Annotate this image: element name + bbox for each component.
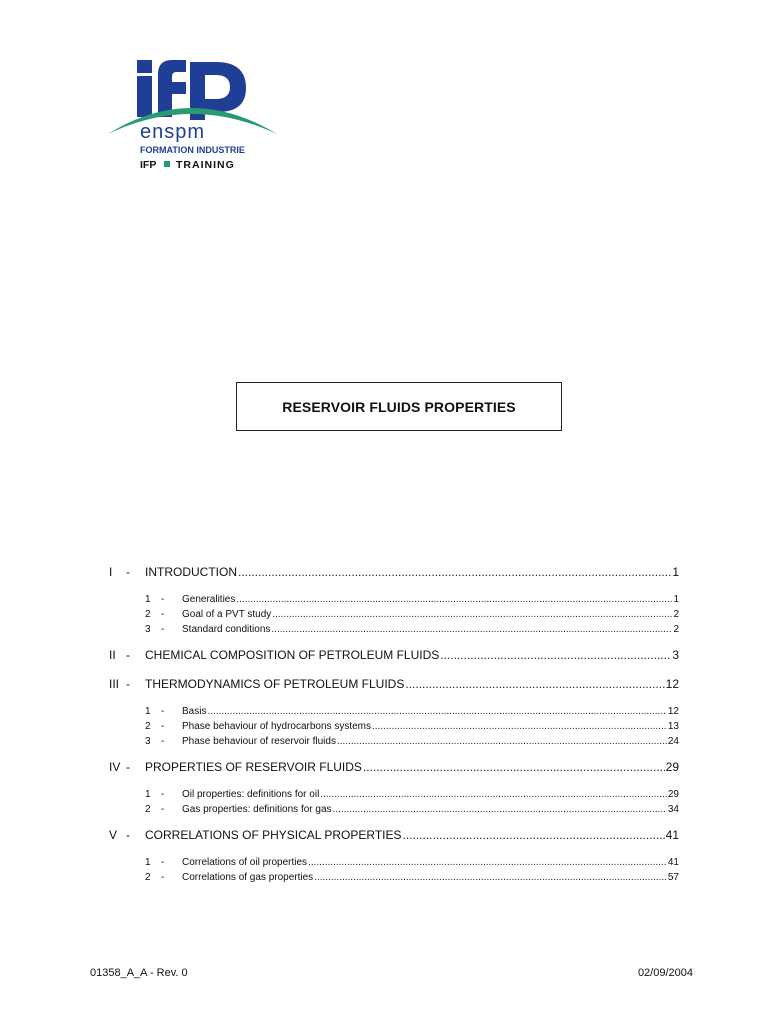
toc-section-title: PROPERTIES OF RESERVOIR FLUIDS: [145, 760, 362, 774]
toc-subsection-title: Correlations of gas properties: [182, 872, 314, 883]
toc-subsection-page: 2: [673, 624, 679, 635]
toc-section-row[interactable]: [109, 758, 679, 776]
toc-subsection-page: 41: [667, 857, 679, 868]
toc-subsection-page: 1: [673, 594, 679, 605]
toc-subsection-dash: -: [161, 624, 165, 635]
toc-subsection-number: 2: [145, 721, 151, 732]
toc-subsection-row[interactable]: [109, 870, 679, 885]
toc-leader-dots: [320, 787, 667, 802]
toc-leader-dots: [405, 675, 664, 693]
toc-section-number: III: [109, 677, 120, 691]
toc-subsection-number: 3: [145, 736, 151, 747]
toc-subsection-number: 1: [145, 857, 151, 868]
toc-subsection-row[interactable]: [109, 719, 679, 734]
toc-leader-dots: [314, 870, 667, 885]
toc-subsection-title: Correlations of oil properties: [182, 857, 308, 868]
ifp-enspm-logo: [106, 58, 281, 174]
toc-section-title: INTRODUCTION: [145, 565, 237, 579]
table-of-contents: [109, 563, 679, 894]
toc-subsection-page: 2: [673, 609, 679, 620]
toc-subsection-number: 1: [145, 789, 151, 800]
toc-subsection-dash: -: [161, 804, 165, 815]
toc-section-row[interactable]: [109, 675, 679, 693]
toc-subsection-row[interactable]: [109, 607, 679, 622]
toc-leader-dots: [337, 734, 667, 749]
page-footer: [90, 967, 693, 979]
toc-subsection-title: Basis: [182, 706, 207, 717]
toc-subsection-dash: -: [161, 706, 165, 717]
toc-section-title: CHEMICAL COMPOSITION OF PETROLEUM FLUIDS: [145, 648, 440, 662]
toc-subsection-page: 29: [667, 789, 679, 800]
toc-section-page: 29: [665, 760, 679, 774]
logo-formation-text: FORMATION INDUSTRIE: [140, 145, 245, 155]
toc-leader-dots: [333, 802, 667, 817]
toc-subsection-title: Standard conditions: [182, 624, 271, 635]
toc-subsection-row[interactable]: [109, 622, 679, 637]
logo-i-dot: [137, 60, 152, 73]
logo-enspm-text: enspm: [140, 121, 206, 143]
toc-section-number: IV: [109, 760, 121, 774]
toc-leader-dots: [403, 826, 665, 844]
toc-subsection-row[interactable]: [109, 734, 679, 749]
toc-leader-dots: [207, 704, 666, 719]
toc-leader-dots: [363, 758, 665, 776]
toc-subsection-title: Oil properties: definitions for oil: [182, 789, 320, 800]
logo-training-text: TRAINING: [176, 159, 235, 171]
toc-section-page: 3: [672, 648, 679, 662]
document-reference: 01358_A_A - Rev. 0: [90, 967, 188, 979]
toc-subsection-number: 2: [145, 609, 151, 620]
ifp-logo-graphic: [106, 58, 281, 174]
toc-subsection-dash: -: [161, 872, 165, 883]
toc-leader-dots: [271, 622, 672, 637]
toc-subsection-page: 34: [667, 804, 679, 815]
toc-subsection-dash: -: [161, 594, 165, 605]
toc-subsection-dash: -: [161, 609, 165, 620]
toc-subsection-dash: -: [161, 736, 165, 747]
toc-section-page: 12: [665, 677, 679, 691]
toc-subsection-dash: -: [161, 721, 165, 732]
toc-leader-dots: [308, 855, 667, 870]
toc-section-row[interactable]: [109, 563, 679, 581]
toc-section-title: THERMODYNAMICS OF PETROLEUM FLUIDS: [145, 677, 405, 691]
toc-section-page: 41: [665, 828, 679, 842]
toc-subsection-title: Gas properties: definitions for gas: [182, 804, 332, 815]
logo-ifp-text: IFP: [140, 159, 157, 171]
toc-section-number: V: [109, 828, 118, 842]
toc-section-dash: -: [126, 760, 130, 774]
document-title-box: [236, 382, 562, 431]
toc-section-number: II: [109, 648, 116, 662]
logo-i-stem: [137, 76, 152, 117]
toc-section-page: 1: [672, 565, 679, 579]
document-title: RESERVOIR FLUIDS PROPERTIES: [282, 398, 516, 415]
toc-subsection-dash: -: [161, 857, 165, 868]
toc-leader-dots: [236, 592, 672, 607]
toc-subsection-number: 1: [145, 706, 151, 717]
toc-subsection-dash: -: [161, 789, 165, 800]
toc-subsection-number: 2: [145, 872, 151, 883]
toc-section-dash: -: [126, 648, 130, 662]
toc-section-title: CORRELATIONS OF PHYSICAL PROPERTIES: [145, 828, 402, 842]
toc-subsection-page: 57: [667, 872, 679, 883]
toc-subsection-row[interactable]: [109, 802, 679, 817]
toc-subsection-row[interactable]: [109, 704, 679, 719]
toc-subsection-title: Goal of a PVT study: [182, 609, 272, 620]
toc-subsection-row[interactable]: [109, 855, 679, 870]
toc-section-dash: -: [126, 828, 130, 842]
toc-subsection-number: 2: [145, 804, 151, 815]
toc-section-dash: -: [126, 677, 130, 691]
toc-subsection-title: Generalities: [182, 594, 236, 605]
toc-subsection-page: 12: [667, 706, 679, 717]
toc-leader-dots: [238, 563, 671, 581]
toc-subsection-page: 24: [667, 736, 679, 747]
toc-subsection-title: Phase behaviour of hydrocarbons systems: [182, 721, 371, 732]
toc-leader-dots: [372, 719, 667, 734]
toc-section-row[interactable]: [109, 826, 679, 844]
toc-section-number: I: [109, 565, 113, 579]
toc-subsection-number: 1: [145, 594, 151, 605]
document-date: 02/09/2004: [637, 967, 693, 979]
toc-subsection-row[interactable]: [109, 592, 679, 607]
logo-green-square: [164, 161, 170, 167]
toc-subsection-row[interactable]: [109, 787, 679, 802]
toc-subsection-title: Phase behaviour of reservoir fluids: [182, 736, 336, 747]
toc-subsection-page: 13: [667, 721, 679, 732]
toc-leader-dots: [272, 607, 672, 622]
toc-section-dash: -: [126, 565, 130, 579]
toc-section-row[interactable]: [109, 646, 679, 664]
toc-subsection-number: 3: [145, 624, 151, 635]
toc-leader-dots: [440, 646, 671, 664]
